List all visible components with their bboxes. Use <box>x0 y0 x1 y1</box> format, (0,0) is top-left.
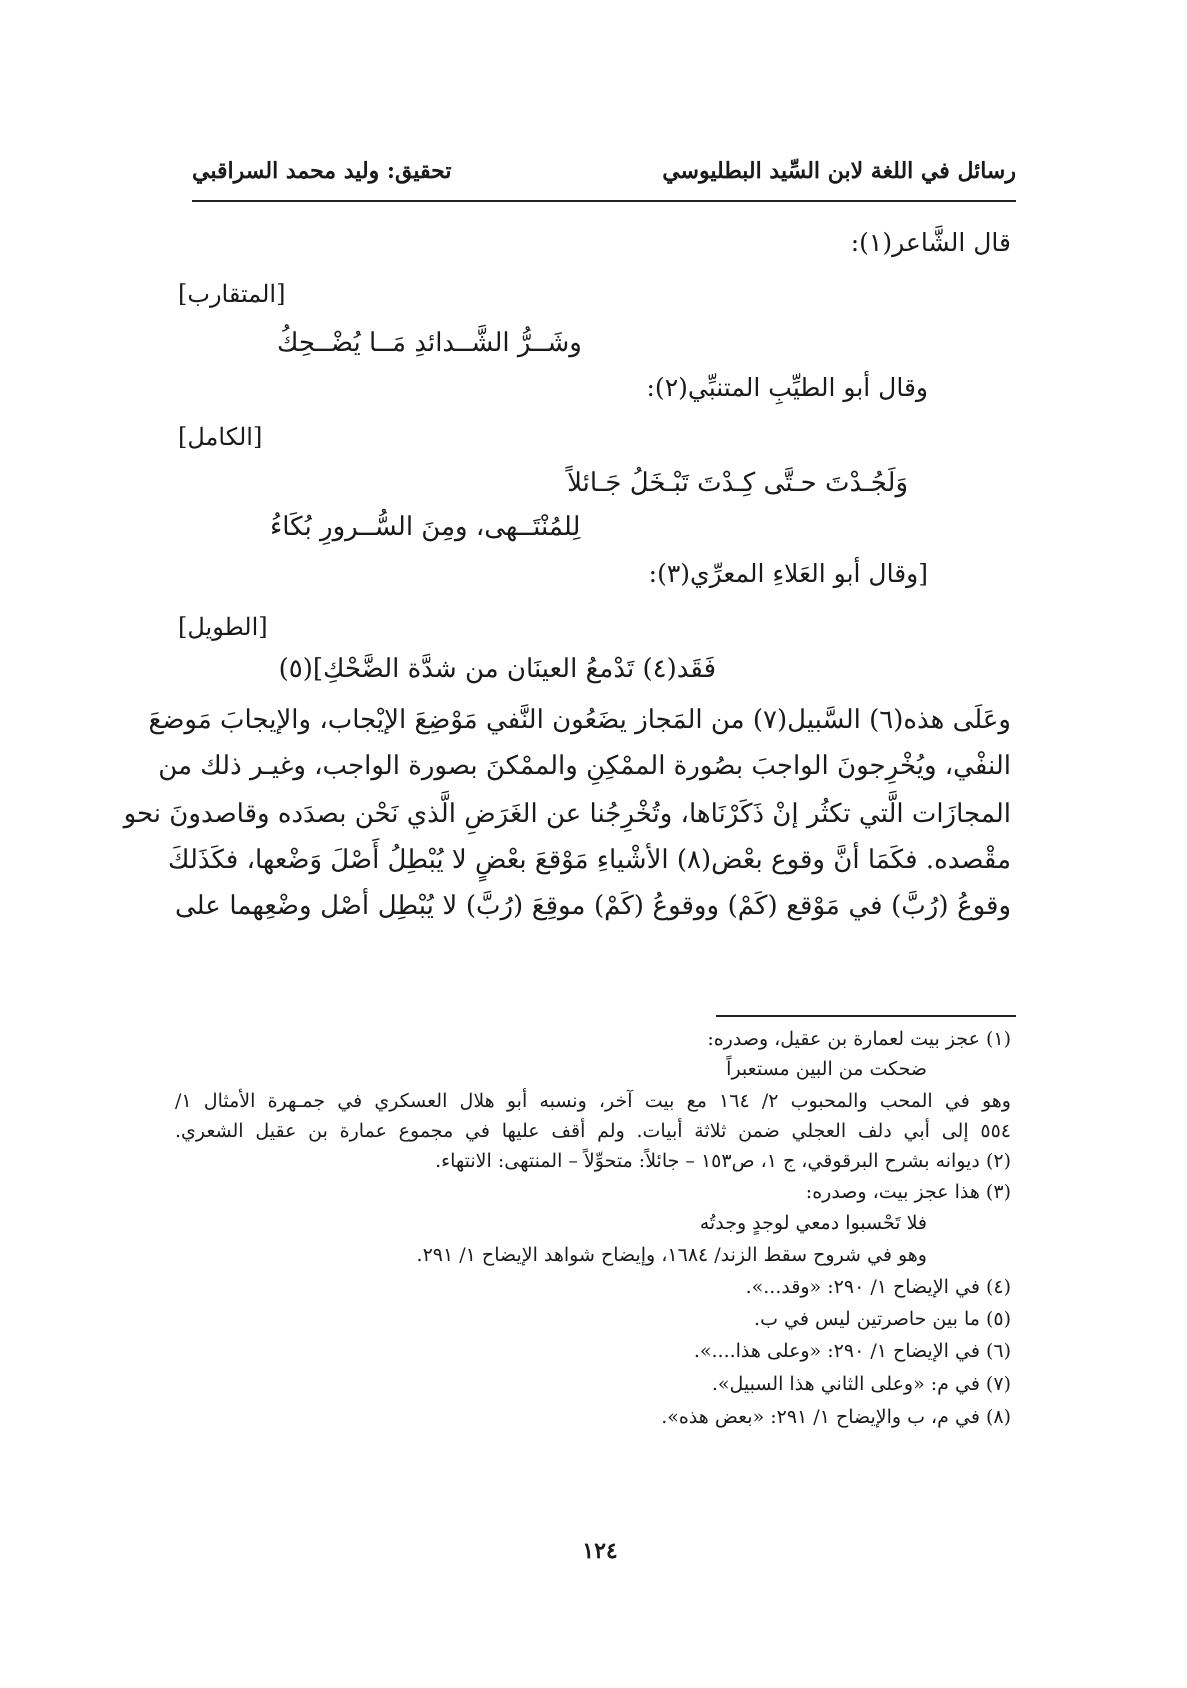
poet-intro-3: [وقال أبو العَلاءِ المعرِّي(٣): <box>648 559 928 588</box>
paragraph-line-1: وعَلَى هذه(٦) السَّبيل(٧) من المَجاز يضَعُون النَّفي مَوْضِعَ الإيْجاب، والإيجابَ مَوضعَ <box>148 705 1011 735</box>
footnote-3-source: وهو في شروح سقط الزند/ ١٦٨٤، وإيضاح شواهد الإيضاح ١/ ٢٩١. <box>416 1244 927 1266</box>
meter-label-3: [الطويل] <box>178 613 268 641</box>
book-title: رسائل في اللغة لابن السِّيد البطليوسي <box>662 158 1016 184</box>
verse-2-second-hemistich: لِلمُنْتَــهى، ومِنَ السُّــرورِ بُكَاءُ <box>270 512 581 542</box>
footnote-3-quote: فلا تَحْسبوا دمعي لوجدٍ وجدتُه <box>699 1212 927 1234</box>
verse-1: وشَــرُّ الشَّــدائدِ مَــا يُضْــحِكُ <box>277 328 582 358</box>
editor-credit: تحقيق: وليد محمد السراقبي <box>192 158 452 184</box>
paragraph-line-4: مقْصده. فكَمَا أنَّ وقوع بعْض(٨) الأشْياءِ مَوْقعَ بعْضٍ لا يُبْطِلُ أَصْلَ وَضْعها، فكَذَلكَ <box>168 845 1011 875</box>
paragraph-line-2: النفْي، ويُخْرِجونَ الواجبَ بصُورة الممْكِنِ والممْكنَ بصورة الواجب، وغيـر ذلك من <box>158 751 1011 781</box>
poet-intro-1: قال الشَّاعر(١): <box>850 228 1011 257</box>
meter-label-1: [المتقارب] <box>178 280 286 308</box>
paragraph-line-3: المجازَات الَّتي تكثُر إنْ ذَكَرْنَاها، وتُخْرِجُنا عن الغَرَضِ الَّذي نَحْن بصدَده وقاصدونَ نحو <box>123 799 1011 829</box>
running-header <box>192 158 1016 194</box>
footnote-4: (٤) في الإيضاح ١/ ٢٩٠: «وقد...». <box>745 1276 1011 1298</box>
footnote-8: (٨) في م، ب والإيضاح ١/ ٢٩١: «بعض هذه». <box>661 1406 1011 1428</box>
footnote-1-intro: (١) عجز بيت لعمارة بن عقيل، وصدره: <box>707 1028 1011 1050</box>
page-number: ١٢٤ <box>582 1538 618 1564</box>
poet-intro-2: وقال أبو الطيِّبِ المتنبِّي(٢): <box>646 373 928 402</box>
verse-3: فَقَد(٤) تَدْمعُ العينَان من شدَّة الضَّحْكِ](٥) <box>278 654 716 684</box>
footnote-6: (٦) في الإيضاح ١/ ٢٩٠: «وعلى هذا....». <box>693 1340 1011 1362</box>
footnote-1-quote: ضحكت من البين مستعبراً <box>726 1058 927 1080</box>
footnote-7: (٧) في م: «وعلى الثاني هذا السبيل». <box>711 1373 1011 1395</box>
meter-label-2: [الكامل] <box>178 423 263 451</box>
verse-2-first-hemistich: وَلَجُـدْتَ حـتَّى كِـدْتَ تَبْـخَلُ جَـائلاً <box>567 468 908 498</box>
paragraph-line-5: وقوعُ (رُبَّ) في مَوْقع (كَمْ) ووقوعُ (كَمْ) موقِعَ (رُبَّ) لا يُبْطِل أصْل وضْعِهما على <box>175 891 1011 921</box>
footnote-1-line-3: وهو في المحب والمحبوب ٢/ ١٦٤ مع بيت آخر، ونسبه أبو هلال العسكري في جمـهرة الأمثال ١/ <box>175 1090 1011 1112</box>
footnote-divider <box>716 1015 1016 1017</box>
footnote-3-intro: (٣) هذا عجز بيت، وصدره: <box>805 1181 1011 1203</box>
header-divider <box>192 200 1016 202</box>
footnote-2: (٢) ديوانه بشرح البرقوقي، ج ١، ص١٥٣ – جائلاً: متحوِّلاً – المنتهى: الانتهاء. <box>435 1150 1011 1172</box>
footnote-1-line-4: ٥٥٤ إلى أبي دلف العجلي ضمن ثلاثة أبيات. ولم أقف عليها في مجموع عمارة بن عقيل الشعري. <box>175 1120 1011 1142</box>
footnote-5: (٥) ما بين حاصرتين ليس في ب. <box>754 1308 1011 1330</box>
